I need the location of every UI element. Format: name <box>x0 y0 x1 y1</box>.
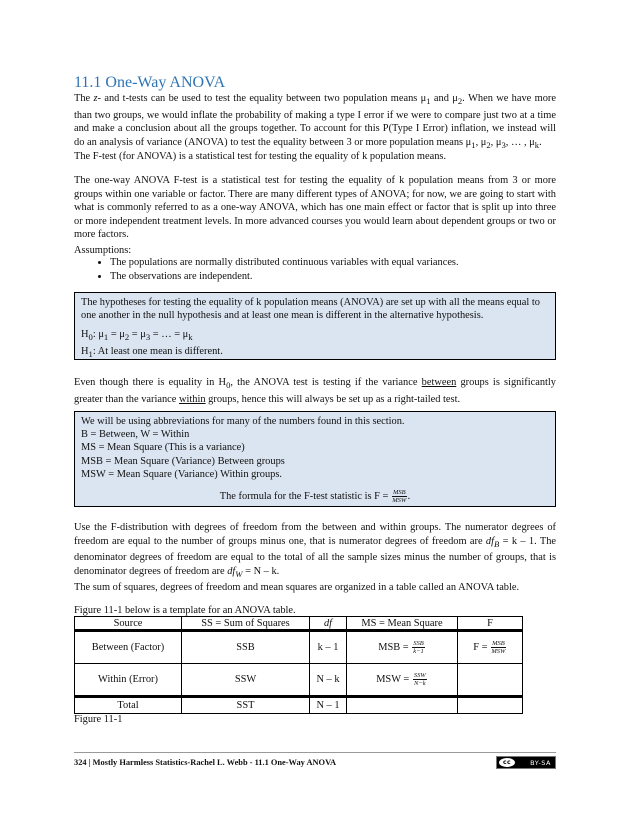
cell-ms: MSB = $\frac{\text{SSB}}{k-1}$ <box>347 631 458 664</box>
null-hypothesis: $H_0$: $\mu_1 = \mu_2 = \mu_3$ = … = $\mu_k$ <box>81 329 193 343</box>
cell-ss: SST <box>182 697 310 714</box>
license-label: BY-SA <box>530 758 551 767</box>
table-intro: Figure 11-1 below is a template for an ANOVA table. <box>74 605 296 616</box>
license-badge <box>496 756 556 769</box>
cell-source: Total <box>75 697 182 714</box>
variance-paragraph: Even though there is equality in $H_0$, the ANOVA test is testing if the variance between groups is significantly greater than the variance within groups, hence this will always be set up as a right-tailed test. <box>74 377 556 405</box>
cell-ss: SSB <box>182 631 310 664</box>
sum-of-squares-paragraph: The sum of squares, degrees of freedom and mean squares are organized in a table called an ANOVA table. <box>74 582 520 593</box>
cell-df: k – 1 <box>310 631 347 664</box>
figure-caption: Figure 11-1 <box>74 714 123 725</box>
header-ms: MS = Mean Square <box>347 617 458 631</box>
table-row-between <box>75 631 523 664</box>
table-row-within <box>75 664 523 697</box>
degrees-of-freedom-paragraph: Use the F-distribution with degrees of freedom from the between and within groups. The numerator degrees of freedom are equal to the number of groups minus one, that is numerator degrees of freedom are $df_B = k - 1$. The denominator degrees of freedom are equal to the total of all the sample sizes minus the number of groups, that is denominator degrees of freedom are $df_W = N - k$. <box>74 522 556 579</box>
footer-divider <box>74 752 556 753</box>
cell-ms <box>347 697 458 714</box>
f-test-definition: The F-test (for ANOVA) is a statistical test for testing the equality of k population means. <box>74 151 447 162</box>
cell-source: Between (Factor) <box>75 631 182 664</box>
abbreviation-line: MSB = Mean Square (Variance) Between groups <box>81 455 285 467</box>
cell-f <box>458 697 523 714</box>
cell-f: F = $\frac{\text{MSB}}{\text{MSW}}$ <box>458 631 523 664</box>
abbreviation-line: MSW = Mean Square (Variance) Within groups. <box>81 468 282 480</box>
cell-ms: MSW = $\frac{\text{SSW}}{N-k}$ <box>347 664 458 697</box>
anova-table <box>74 616 523 714</box>
header-df: df <box>310 617 347 631</box>
hypotheses-text: The hypotheses for testing the equality of k population means (ANOVA) are set up with all the means equal to one another in the null hypothesis and at least one mean is different in the alternative hypothesis. <box>81 297 540 322</box>
cell-df: N – k <box>310 664 347 697</box>
intro-paragraph-1: The z- and t-tests can be used to test the equality between two population means $\mu_1$ and $\mu_2$. When we have more than two groups, we would inflate the probability of making a type I error if we were to compare just two at a time and make a conclusion about all the groups together. To account for this P(Type I Error) inflation, we instead will do an analysis of variance (ANOVA) to test the equality between 3 or more population means $\mu_1$, $\mu_2$, $\mu_3$, … , $\mu_k$. <box>74 93 556 150</box>
assumption-item: • The populations are normally distributed continuous variables with equal variances. <box>110 256 459 270</box>
abbreviation-line: B = Between, W = Within <box>81 429 190 441</box>
one-way-anova-paragraph: The one-way ANOVA F-test is a statistical test for testing the equality of k population means from 3 or more groups within one variable or factor. There are many different types of ANOVA; for now, we are going to start with what is commonly referred to as a one-way ANOVA, which has one main effect or factor that is split up into three or more independent treatment levels. In more advanced courses you would learn about dependent groups or two or more factors. <box>74 175 556 241</box>
assumption-item: • The observations are independent. <box>110 270 459 284</box>
alternative-hypothesis: $H_1$: At least one mean is different. <box>81 345 223 359</box>
abbreviations-box <box>74 411 556 507</box>
f-statistic-formula: The formula for the F-test statistic is F = $\frac{\text{MSB}}{\text{MSW}}$ . <box>219 489 411 505</box>
cell-f <box>458 664 523 697</box>
cell-ss: SSW <box>182 664 310 697</box>
assumptions-list <box>90 256 459 283</box>
cell-df: N – 1 <box>310 697 347 714</box>
section-title: 11.1 One-Way ANOVA <box>74 74 226 91</box>
abbreviation-line: We will be using abbreviations for many of the numbers found in this section. <box>81 416 405 427</box>
table-row-total <box>75 697 523 714</box>
header-ss: SS = Sum of Squares <box>182 617 310 631</box>
header-source: Source <box>75 617 182 631</box>
creative-commons-icon: cc <box>499 758 515 767</box>
abbreviation-line: MS = Mean Square (This is a variance) <box>81 442 245 454</box>
table-header-row <box>75 617 523 631</box>
assumptions-heading: Assumptions: <box>74 245 132 256</box>
header-f: F <box>458 617 523 631</box>
page-footer: 324 | Mostly Harmless Statistics-Rachel L. Webb - 11.1 One-Way ANOVA <box>74 758 337 767</box>
hypotheses-box <box>74 292 556 360</box>
cell-source: Within (Error) <box>75 664 182 697</box>
